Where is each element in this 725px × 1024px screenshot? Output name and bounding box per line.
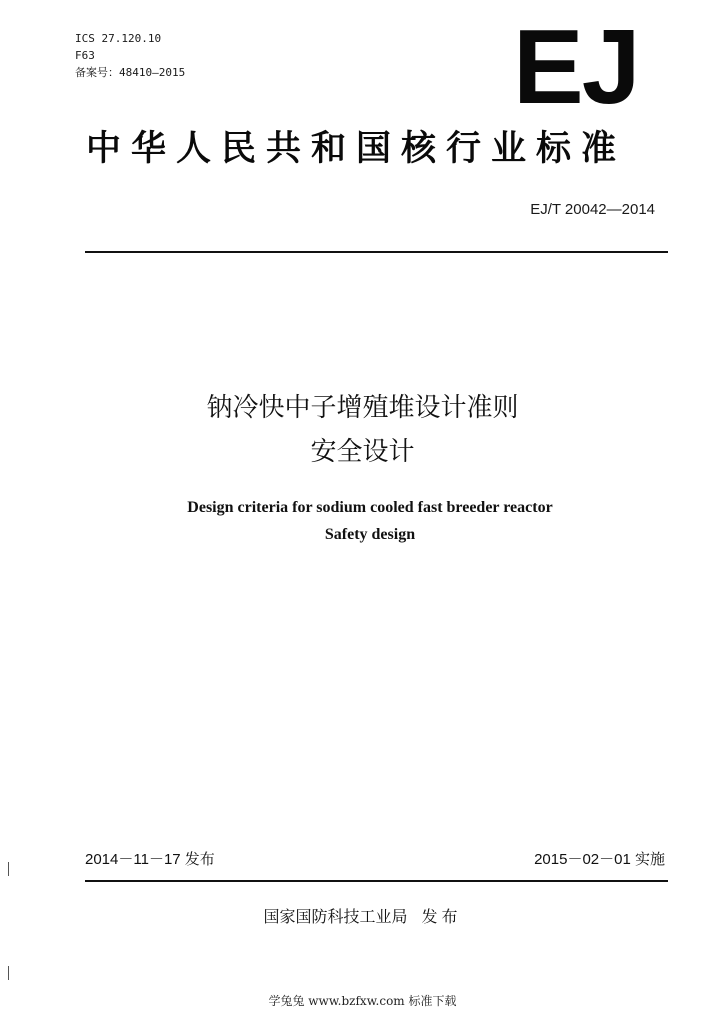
- ccs-code: F63: [75, 49, 95, 62]
- ics-code: ICS 27.120.10: [75, 32, 162, 45]
- record-number: 备案号：48410—2015: [75, 66, 186, 79]
- implementation-date: 2015－02－01 实施: [534, 851, 665, 868]
- standard-code: EJ/T 20042—2014: [530, 201, 655, 218]
- scan-artifact-mark: [8, 862, 9, 876]
- chinese-title-line-1: 钠冷快中子增殖堆设计准则: [206, 393, 519, 423]
- document-metadata: [75, 30, 185, 81]
- footer-watermark: 学兔兔 www.bzfxw.com 标准下载: [268, 994, 457, 1008]
- chinese-title: [0, 386, 725, 474]
- ej-logo: EJ: [513, 8, 639, 126]
- standard-category-title: 中华人民共和国核行业标准: [86, 129, 627, 169]
- publisher-name: 国家国防科技工业局: [263, 907, 408, 926]
- publisher-line: [0, 906, 725, 928]
- issue-date: 2014－11－17 发布: [85, 851, 215, 868]
- scan-artifact-mark: [8, 966, 9, 980]
- publisher-verb: 发布: [421, 907, 462, 926]
- chinese-title-line-2: 安全设计: [310, 437, 415, 467]
- english-title: [0, 494, 725, 548]
- english-title-line-2: Safety design: [324, 526, 416, 543]
- english-title-line-1: Design criteria for sodium cooled fast breeder reactor: [187, 499, 553, 516]
- top-divider: [85, 251, 668, 253]
- bottom-divider: [85, 880, 668, 882]
